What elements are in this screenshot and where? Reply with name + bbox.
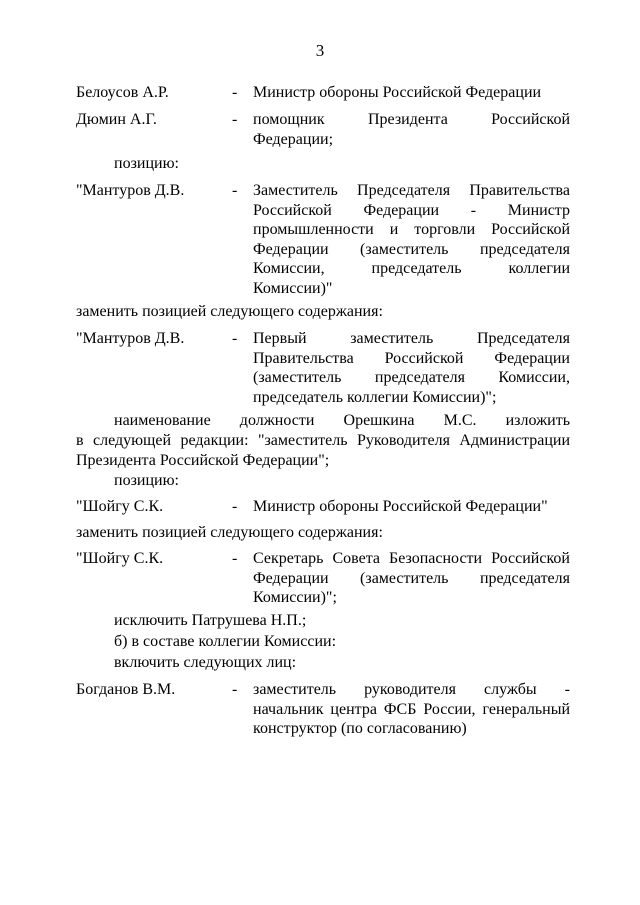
paragraph-line: наименование должности Орешкина М.С. изложить — [114, 412, 570, 429]
position-line: Правительства Российской Федерации — [253, 349, 570, 367]
position-line: председатель коллегии Комиссии)"; — [253, 388, 497, 406]
position-line: Федерации (заместитель председателя — [253, 240, 570, 258]
person-name: "Мантуров Д.В. — [76, 182, 185, 199]
paragraph: включить следующих лиц: — [114, 654, 297, 671]
person-name: "Шойгу С.К. — [76, 550, 164, 567]
paragraph — [114, 411, 570, 431]
position-line: Министр обороны Российской Федерации" — [253, 498, 548, 515]
paragraph: заменить позицией следующего содержания: — [76, 524, 383, 541]
paragraph-line: Президента Российской Федерации"; — [76, 452, 330, 469]
dash: - — [232, 550, 238, 567]
position-line: Первый заместитель Председателя — [253, 330, 570, 347]
paragraph: исключить Патрушева Н.П.; — [114, 612, 307, 629]
position-line: Комиссии)"; — [253, 589, 337, 606]
position-line: (заместитель председателя Комиссии, — [253, 369, 570, 386]
paragraph: позицию: — [114, 155, 179, 172]
person-name: "Шойгу С.К. — [76, 498, 164, 515]
person-name: Дюмин А.Г. — [76, 111, 157, 128]
paragraph-line: в следующей редакции: "заместитель Руководителя Администрации — [76, 432, 570, 449]
position-line: заместитель руководителя службы - — [253, 681, 570, 698]
person-name: Белоусов А.Р. — [76, 84, 169, 101]
dash: - — [232, 182, 238, 199]
paragraph: б) в составе коллегии Комиссии: — [114, 633, 337, 650]
position-line: Секретарь Совета Безопасности Российской — [253, 550, 570, 567]
person-name: Богданов В.М. — [76, 681, 176, 698]
position-line: Федерации (заместитель председателя — [253, 569, 570, 587]
position-line: конструктор (по согласованию) — [253, 720, 467, 737]
dash: - — [232, 330, 238, 347]
position-line: Министр обороны Российской Федерации — [253, 84, 542, 101]
position-line: промышленности и торговли Российской — [253, 221, 570, 238]
position-line: Заместитель Председателя Правительства — [253, 182, 570, 199]
page-number: 3 — [315, 41, 325, 60]
position-line: начальник центра ФСБ России, генеральный — [253, 700, 570, 718]
position-line: помощник Президента Российской — [253, 111, 570, 128]
dash: - — [232, 111, 238, 128]
paragraph: заменить позицией следующего содержания: — [76, 303, 383, 320]
position-line: Комиссии)" — [253, 279, 333, 297]
paragraph: позицию: — [114, 472, 179, 489]
dash: - — [232, 498, 238, 515]
position-line: Комиссии, председатель коллегии — [253, 260, 570, 277]
dash: - — [232, 84, 238, 101]
position-line: Российской Федерации - Министр — [253, 201, 570, 219]
position-line: Федерации; — [253, 130, 334, 148]
dash: - — [232, 681, 238, 698]
person-name: "Мантуров Д.В. — [76, 330, 185, 347]
paragraph — [76, 431, 570, 471]
